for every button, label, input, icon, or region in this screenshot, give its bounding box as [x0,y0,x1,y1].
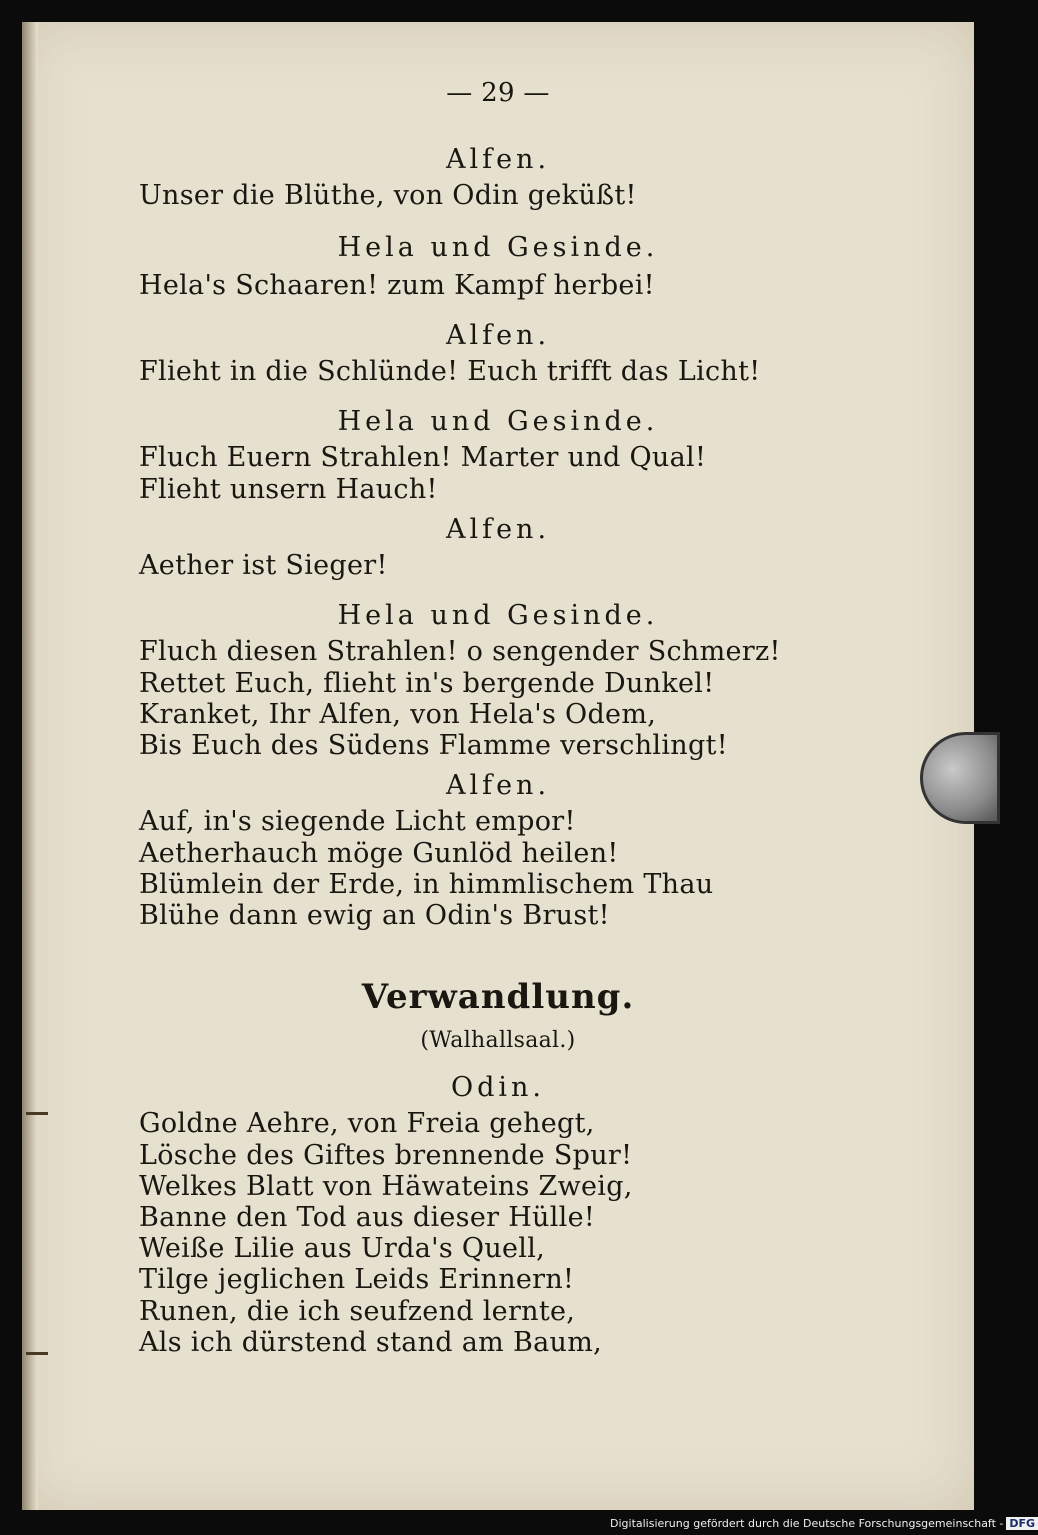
verse-line: Tilge jeglichen Leids Erinnern! [139,1264,575,1295]
scene-subtitle: (Walhallsaal.) [420,1028,576,1053]
verse-line: Weiße Lilie aus Urda's Quell, [139,1233,546,1264]
speaker-label: Odin. [450,1072,546,1103]
verse-line: Blühe dann ewig an Odin's Brust! [139,900,610,931]
verse-line: Goldne Aehre, von Freia gehegt, [139,1108,595,1139]
speaker-label: Hela und Gesinde. [337,232,659,263]
verse-line: Flieht in die Schlünde! Euch trifft das Licht! [139,356,761,387]
verse-line: Kranket, Ihr Alfen, von Hela's Odem, [139,699,657,730]
page-text [22,22,974,1510]
verse-line: Rettet Euch, flieht in's bergende Dunkel! [139,668,715,699]
speaker-label: Alfen. [445,514,551,545]
footer-text: Digitalisierung gefördert durch die Deutsche Forschungsgemeinschaft - [610,1517,1004,1530]
scene-heading: Verwandlung. [361,977,635,1017]
verse-line: Bis Euch des Südens Flamme verschlingt! [139,730,728,761]
speaker-label: Hela und Gesinde. [337,600,659,631]
verse-line: Unser die Blüthe, von Odin geküßt! [139,180,637,211]
dfg-logo: DFG [1006,1517,1038,1530]
speaker-label: Alfen. [445,144,551,175]
verse-line: Blümlein der Erde, in himmlischem Thau [139,869,714,900]
verse-line: Aether ist Sieger! [139,550,388,581]
verse-line: Fluch diesen Strahlen! o sengender Schmerz! [139,636,781,667]
verse-line: Banne den Tod aus dieser Hülle! [139,1202,596,1233]
verse-line: Als ich dürstend stand am Baum, [139,1327,602,1358]
page-number: — 29 — [446,78,550,108]
book-page [22,22,974,1510]
speaker-label: Alfen. [445,320,551,351]
verse-line: Flieht unsern Hauch! [139,474,438,505]
verse-line: Auf, in's siegende Licht empor! [139,806,576,837]
verse-line: Hela's Schaaren! zum Kampf herbei! [139,270,655,301]
verse-line: Runen, die ich seufzend lernte, [139,1296,576,1327]
verse-line: Welkes Blatt von Häwateins Zweig, [139,1171,633,1202]
verse-line: Lösche des Giftes brennende Spur! [139,1140,633,1171]
verse-line: Aetherhauch möge Gunlöd heilen! [139,838,619,869]
speaker-label: Alfen. [445,770,551,801]
digitization-footer [610,1517,1038,1530]
speaker-label: Hela und Gesinde. [337,406,659,437]
verse-line: Fluch Euern Strahlen! Marter und Qual! [139,442,707,473]
